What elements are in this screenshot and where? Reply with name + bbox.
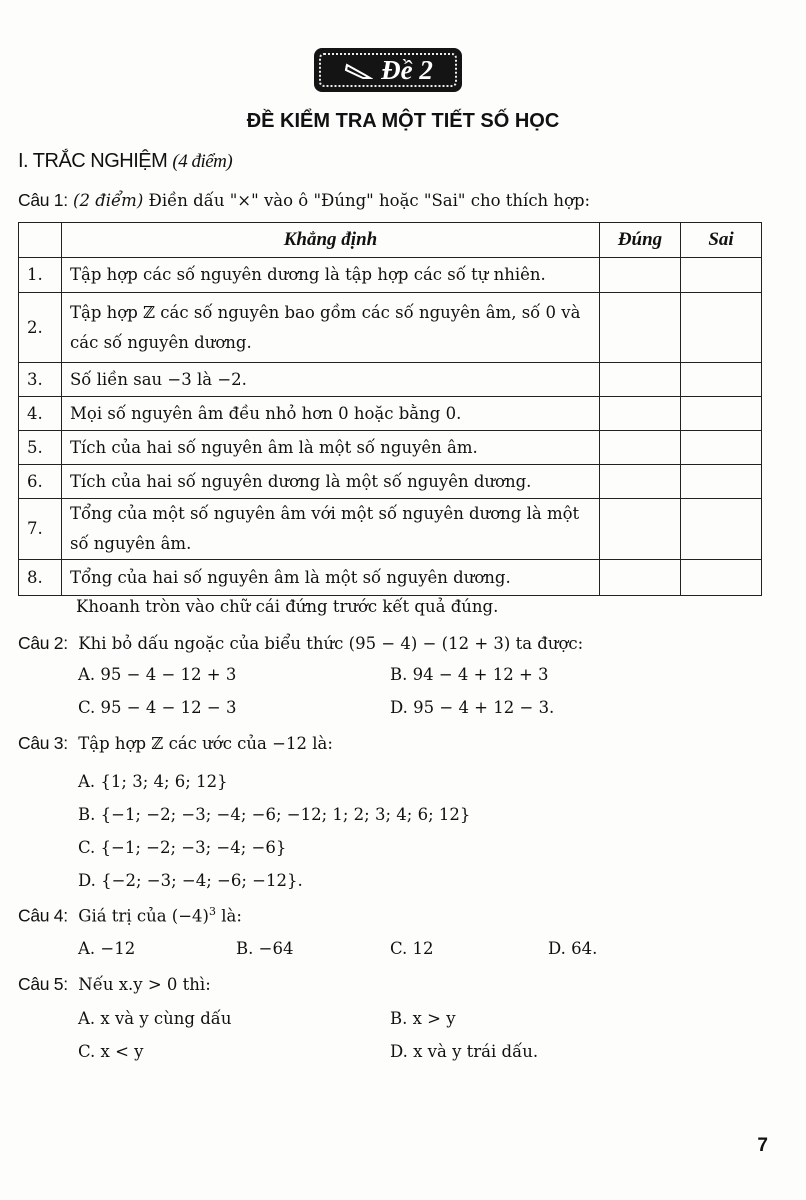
option-d[interactable]: D. 95 − 4 + 12 − 3. xyxy=(390,698,555,717)
option-b[interactable]: B. 94 − 4 + 12 + 3 xyxy=(390,665,549,684)
false-cell[interactable] xyxy=(681,258,762,293)
false-cell[interactable] xyxy=(681,499,762,560)
table-row xyxy=(19,397,762,431)
row-number: 6. xyxy=(19,465,62,499)
row-number: 8. xyxy=(19,560,62,596)
badge-label: Đề 2 xyxy=(381,54,433,85)
page-number: 7 xyxy=(757,1135,768,1156)
true-cell[interactable] xyxy=(600,431,681,465)
row-number: 2. xyxy=(19,293,62,363)
option-c[interactable]: C. x < y xyxy=(78,1042,144,1061)
section-points: (4 điểm) xyxy=(172,151,233,172)
row-number: 1. xyxy=(19,258,62,293)
table-row xyxy=(19,465,762,499)
question-label: Câu 1: xyxy=(18,190,68,210)
row-statement: Tổng của hai số nguyên âm là một số nguyên dương. xyxy=(62,560,600,596)
true-cell[interactable] xyxy=(600,363,681,397)
true-cell[interactable] xyxy=(600,560,681,596)
question-points: (2 điểm) xyxy=(73,191,144,210)
false-cell[interactable] xyxy=(681,465,762,499)
table-row xyxy=(19,499,762,560)
option-b[interactable]: B. −64 xyxy=(236,939,294,958)
exam-badge xyxy=(314,48,462,92)
header-true: Đúng xyxy=(600,223,681,258)
row-statement: Tích của hai số nguyên dương là một số nguyên dương. xyxy=(62,465,600,499)
false-cell[interactable] xyxy=(681,560,762,596)
option-a[interactable]: A. {1; 3; 4; 6; 12} xyxy=(78,772,228,791)
header-false: Sai xyxy=(681,223,762,258)
question-text: Giá trị của (−4) xyxy=(78,906,209,926)
page-title: ĐỀ KIỂM TRA MỘT TIẾT SỐ HỌC xyxy=(246,110,560,132)
row-statement: Tổng của một số nguyên âm với một số nguyên dương là một số nguyên âm. xyxy=(62,499,600,560)
option-a[interactable]: A. x và y cùng dấu xyxy=(78,1009,232,1028)
header-number xyxy=(19,223,62,258)
true-cell[interactable] xyxy=(600,397,681,431)
table-row xyxy=(19,560,762,596)
row-number: 5. xyxy=(19,431,62,465)
false-cell[interactable] xyxy=(681,431,762,465)
question-text: Nếu x.y > 0 thì: xyxy=(78,975,211,994)
option-d[interactable]: D. 64. xyxy=(548,939,598,958)
false-cell[interactable] xyxy=(681,363,762,397)
question-text: Khi bỏ dấu ngoặc của biểu thức (95 − 4) − (12 + 3) ta được: xyxy=(78,634,584,653)
question-5 xyxy=(18,974,211,995)
question-label: Câu 5: xyxy=(18,974,68,994)
option-d[interactable]: D. x và y trái dấu. xyxy=(390,1042,539,1061)
true-cell[interactable] xyxy=(600,465,681,499)
header-statement: Khẳng định xyxy=(62,223,600,258)
table-row xyxy=(19,258,762,293)
row-statement: Tập hợp các số nguyên dương là tập hợp các số tự nhiên. xyxy=(62,258,600,293)
row-statement: Tích của hai số nguyên âm là một số nguyên âm. xyxy=(62,431,600,465)
question-label: Câu 4: xyxy=(18,905,68,926)
false-cell[interactable] xyxy=(681,293,762,363)
section-heading xyxy=(18,150,232,173)
option-c[interactable]: C. 12 xyxy=(390,939,434,958)
question-text: Tập hợp ℤ các ước của −12 là: xyxy=(78,734,333,753)
option-d[interactable]: D. {−2; −3; −4; −6; −12}. xyxy=(78,871,303,890)
option-b[interactable]: B. {−1; −2; −3; −4; −6; −12; 1; 2; 3; 4; 6; 12} xyxy=(78,805,471,824)
table-row xyxy=(19,431,762,465)
table-row xyxy=(19,293,762,363)
question-3 xyxy=(18,733,333,754)
table-row xyxy=(19,363,762,397)
question-2 xyxy=(18,633,583,654)
row-statement: Mọi số nguyên âm đều nhỏ hơn 0 hoặc bằng 0. xyxy=(62,397,600,431)
row-statement: Tập hợp ℤ các số nguyên bao gồm các số nguyên âm, số 0 và các số nguyên dương. xyxy=(62,293,600,363)
option-a[interactable]: A. −12 xyxy=(78,939,136,958)
section-label: I. TRẮC NGHIỆM xyxy=(18,150,168,172)
option-c[interactable]: C. 95 − 4 − 12 − 3 xyxy=(78,698,237,717)
true-cell[interactable] xyxy=(600,293,681,363)
question-text: Điền dấu "×" vào ô "Đúng" hoặc "Sai" cho thích hợp: xyxy=(148,191,591,210)
question-label: Câu 3: xyxy=(18,733,68,753)
question-1 xyxy=(18,190,590,211)
option-b[interactable]: B. x > y xyxy=(390,1009,456,1028)
exponent: 3 xyxy=(209,905,216,918)
question-text-end: là: xyxy=(216,906,242,926)
false-cell[interactable] xyxy=(681,397,762,431)
true-cell[interactable] xyxy=(600,499,681,560)
option-c[interactable]: C. {−1; −2; −3; −4; −6} xyxy=(78,838,287,857)
true-false-table xyxy=(18,222,762,596)
row-number: 3. xyxy=(19,363,62,397)
row-number: 7. xyxy=(19,499,62,560)
question-label: Câu 2: xyxy=(18,633,68,653)
pencil-icon xyxy=(343,59,373,81)
row-statement: Số liền sau −3 là −2. xyxy=(62,363,600,397)
true-cell[interactable] xyxy=(600,258,681,293)
row-number: 4. xyxy=(19,397,62,431)
question-4 xyxy=(18,905,242,927)
table-header xyxy=(19,223,762,258)
option-a[interactable]: A. 95 − 4 − 12 + 3 xyxy=(78,665,237,684)
instruction: Khoanh tròn vào chữ cái đứng trước kết quả đúng. xyxy=(76,597,499,616)
